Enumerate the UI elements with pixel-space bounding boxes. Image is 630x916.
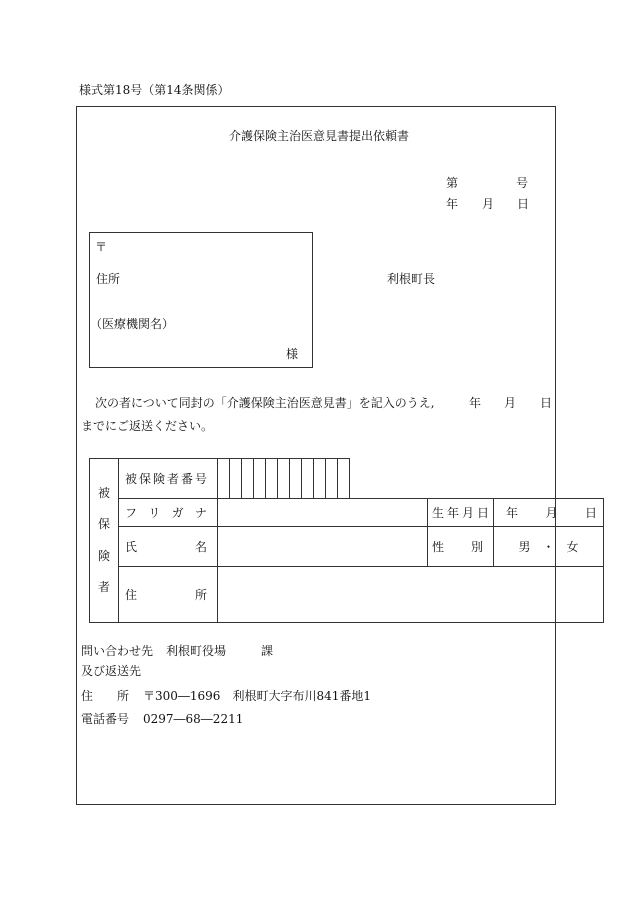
contact-address-key: 住 所 — [81, 689, 130, 703]
contact-address-value: 〒300―1696 利根町大字布川841番地1 — [143, 689, 371, 703]
body-line-1: 次の者について同封の「介護保険主治医意見書」を記入のうえ, — [95, 396, 435, 410]
date-day: 日 — [517, 197, 530, 211]
recipient-institution-label: （医療機関名） — [90, 317, 175, 331]
recipient-address-box — [89, 232, 313, 368]
body-day: 日 — [540, 396, 553, 410]
contact-ka: 課 — [261, 644, 274, 658]
insured-number-digit-3[interactable] — [242, 459, 254, 499]
furigana-label: フ リ ガ ナ — [119, 499, 218, 527]
birth-date-field[interactable]: 年 月 日 — [494, 499, 604, 527]
recipient-honorific: 様 — [286, 347, 299, 361]
furigana-field[interactable] — [218, 499, 428, 527]
address-field[interactable] — [218, 567, 604, 623]
return-label: 及び返送先 — [81, 664, 142, 678]
contact-office: 利根町役場 — [166, 644, 227, 658]
doc-number-go: 号 — [516, 176, 529, 190]
insured-number-digit-6[interactable] — [278, 459, 290, 499]
insured-number-digit-11[interactable] — [338, 459, 350, 499]
contact-label: 問い合わせ先 — [81, 644, 154, 658]
date-year: 年 — [446, 197, 459, 211]
insured-number-digit-8[interactable] — [302, 459, 314, 499]
insured-number-digit-4[interactable] — [254, 459, 266, 499]
birth-date-label: 生 年 月 日 — [428, 499, 494, 527]
form-title: 介護保険主治医意見書提出依頼書 — [229, 129, 410, 143]
name-field[interactable] — [218, 527, 428, 567]
insured-number-digit-5[interactable] — [266, 459, 278, 499]
body-year: 年 — [469, 396, 482, 410]
form-number: 様式第18号（第14条関係） — [79, 83, 230, 97]
insured-person-table — [89, 458, 604, 623]
insured-number-digit-1[interactable] — [218, 459, 230, 499]
contact-phone-key: 電話番号 — [81, 712, 130, 726]
insured-vertical-label: 被 保 険 者 — [90, 459, 119, 623]
name-label: 氏 名 — [119, 527, 218, 567]
date-month: 月 — [482, 197, 495, 211]
insured-number-digit-10[interactable] — [326, 459, 338, 499]
insured-number-digit-9[interactable] — [314, 459, 326, 499]
contact-phone-value: 0297―68―2211 — [143, 712, 244, 726]
insured-number-digit-7[interactable] — [290, 459, 302, 499]
body-line-2: までにご返送ください。 — [81, 419, 214, 433]
recipient-address-label: 住所 — [96, 272, 121, 286]
address-label: 住 所 — [119, 567, 218, 623]
insured-number-digit-2[interactable] — [230, 459, 242, 499]
insured-number-label: 被 保 険 者 番 号 — [119, 459, 218, 499]
sender-name: 利根町長 — [387, 272, 436, 286]
doc-number-dai: 第 — [446, 176, 459, 190]
body-month: 月 — [504, 396, 517, 410]
gender-options[interactable]: 男 ・ 女 — [494, 527, 604, 567]
postal-mark: 〒 — [95, 240, 108, 254]
gender-label: 性 別 — [428, 527, 494, 567]
